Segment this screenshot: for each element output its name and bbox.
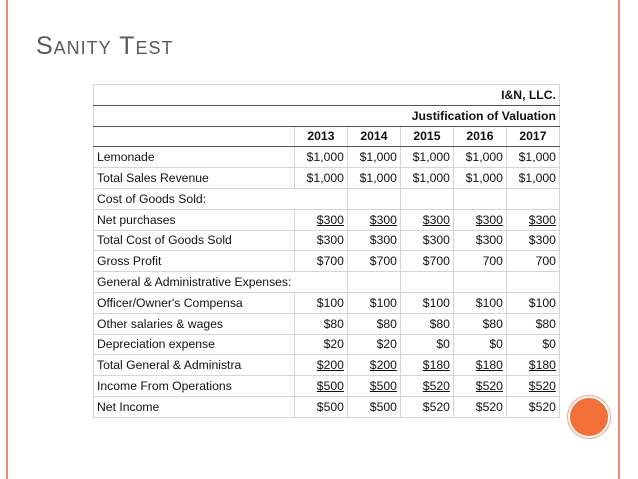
value-cell — [294, 188, 347, 209]
valuation-table — [93, 84, 560, 418]
row-label: Total General & Administra — [94, 355, 295, 376]
value-cell: $20 — [347, 334, 400, 355]
row-label: General & Administrative Expenses: — [94, 272, 295, 293]
row-label: Total Cost of Goods Sold — [94, 230, 295, 251]
year-header-blank — [94, 126, 295, 147]
value-cell: $500 — [294, 376, 347, 397]
value-cell — [506, 272, 559, 293]
row-label: Income From Operations — [94, 376, 295, 397]
value-cell: $500 — [294, 396, 347, 417]
table-row — [94, 168, 560, 189]
row-label: Depreciation expense — [94, 334, 295, 355]
value-cell — [453, 188, 506, 209]
slide-frame-right — [618, 0, 620, 479]
table-row — [94, 147, 560, 168]
value-cell: $80 — [294, 313, 347, 334]
value-cell: $1,000 — [400, 168, 453, 189]
accent-circle — [568, 396, 610, 438]
value-cell — [453, 272, 506, 293]
value-cell: $300 — [294, 209, 347, 230]
value-cell: $20 — [294, 334, 347, 355]
value-cell: $1,000 — [506, 147, 559, 168]
value-cell: $1,000 — [453, 168, 506, 189]
value-cell: $300 — [294, 230, 347, 251]
value-cell: $180 — [400, 355, 453, 376]
value-cell: $1,000 — [294, 147, 347, 168]
value-cell: $300 — [453, 209, 506, 230]
table-row — [94, 355, 560, 376]
year-header: 2013 — [294, 126, 347, 147]
value-cell: $80 — [506, 313, 559, 334]
value-cell: $300 — [347, 230, 400, 251]
year-header: 2014 — [347, 126, 400, 147]
table-row — [94, 396, 560, 417]
value-cell: $300 — [347, 209, 400, 230]
value-cell: $300 — [453, 230, 506, 251]
value-cell: $200 — [294, 355, 347, 376]
value-cell: $300 — [400, 209, 453, 230]
value-cell: $700 — [347, 251, 400, 272]
value-cell: $0 — [506, 334, 559, 355]
value-cell: $520 — [453, 396, 506, 417]
value-cell — [400, 188, 453, 209]
row-label: Lemonade — [94, 147, 295, 168]
value-cell: $700 — [294, 251, 347, 272]
year-header: 2017 — [506, 126, 559, 147]
value-cell — [400, 272, 453, 293]
table-row — [94, 292, 560, 313]
table-row — [94, 188, 560, 209]
value-cell: $100 — [453, 292, 506, 313]
value-cell: $520 — [400, 376, 453, 397]
row-label: Net Income — [94, 396, 295, 417]
row-label: Gross Profit — [94, 251, 295, 272]
value-cell: $80 — [400, 313, 453, 334]
value-cell: $300 — [506, 230, 559, 251]
value-cell: $100 — [294, 292, 347, 313]
company-row — [94, 85, 560, 106]
value-cell: $1,000 — [453, 147, 506, 168]
value-cell: $520 — [453, 376, 506, 397]
value-cell: $100 — [506, 292, 559, 313]
table-row — [94, 334, 560, 355]
value-cell: $520 — [506, 396, 559, 417]
year-header-row — [94, 126, 560, 147]
row-label: Net purchases — [94, 209, 295, 230]
value-cell — [294, 272, 347, 293]
value-cell: $300 — [506, 209, 559, 230]
slide-title: Sanity Test — [36, 32, 174, 60]
table-row — [94, 209, 560, 230]
value-cell: $0 — [400, 334, 453, 355]
value-cell: 700 — [506, 251, 559, 272]
value-cell: $520 — [506, 376, 559, 397]
row-label: Total Sales Revenue — [94, 168, 295, 189]
slide-frame-left — [6, 0, 8, 479]
subtitle-row — [94, 105, 560, 126]
value-cell: $1,000 — [347, 147, 400, 168]
table-row — [94, 313, 560, 334]
value-cell: $1,000 — [400, 147, 453, 168]
value-cell: $80 — [347, 313, 400, 334]
value-cell: $300 — [400, 230, 453, 251]
value-cell: $1,000 — [506, 168, 559, 189]
table-row — [94, 230, 560, 251]
sheet-subtitle: Justification of Valuation — [94, 105, 560, 126]
value-cell: $1,000 — [294, 168, 347, 189]
year-header: 2016 — [453, 126, 506, 147]
value-cell — [347, 272, 400, 293]
value-cell: 700 — [453, 251, 506, 272]
value-cell: $180 — [453, 355, 506, 376]
value-cell: $80 — [453, 313, 506, 334]
value-cell — [506, 188, 559, 209]
value-cell: $180 — [506, 355, 559, 376]
row-label: Officer/Owner's Compensa — [94, 292, 295, 313]
value-cell: $520 — [400, 396, 453, 417]
company-name: I&N, LLC. — [94, 85, 560, 106]
table-row — [94, 272, 560, 293]
value-cell: $100 — [400, 292, 453, 313]
table-row — [94, 376, 560, 397]
value-cell: $0 — [453, 334, 506, 355]
table-row — [94, 251, 560, 272]
row-label: Other salaries & wages — [94, 313, 295, 334]
value-cell: $500 — [347, 376, 400, 397]
value-cell: $500 — [347, 396, 400, 417]
year-header: 2015 — [400, 126, 453, 147]
row-label: Cost of Goods Sold: — [94, 188, 295, 209]
value-cell: $1,000 — [347, 168, 400, 189]
value-cell — [347, 188, 400, 209]
value-cell: $200 — [347, 355, 400, 376]
table-body — [94, 147, 560, 417]
value-cell: $700 — [400, 251, 453, 272]
value-cell: $100 — [347, 292, 400, 313]
